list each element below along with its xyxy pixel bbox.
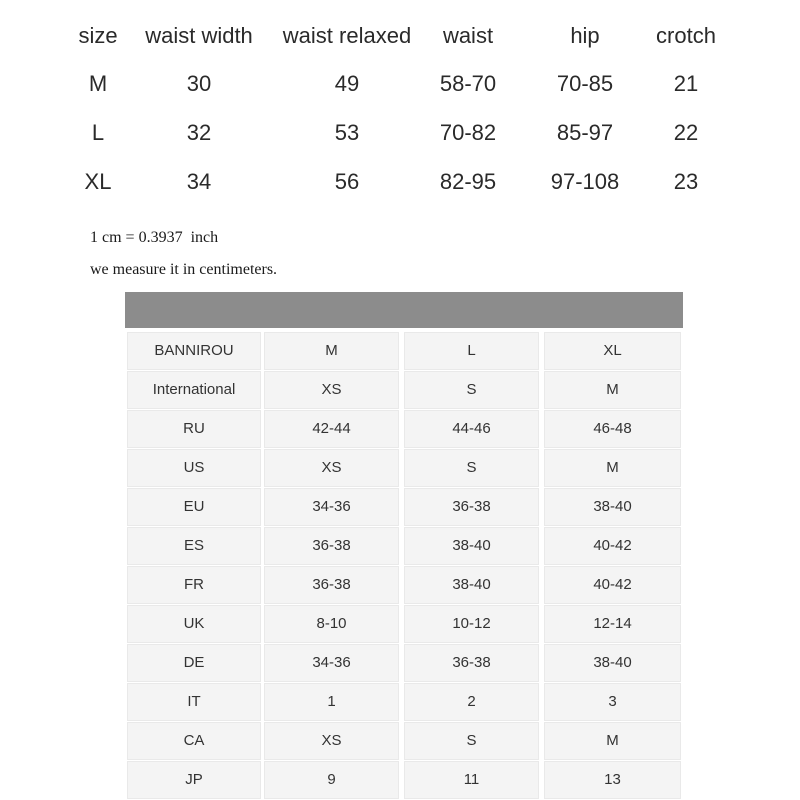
row-label: International [127, 371, 261, 409]
table-row [125, 332, 683, 370]
header-cell: crotch [656, 23, 716, 48]
table-cell: S [404, 722, 539, 760]
table-row [125, 488, 683, 526]
table-cell: 42-44 [264, 410, 399, 448]
table-cell: 11 [404, 761, 539, 799]
table-cell: 44-46 [404, 410, 539, 448]
table-cell: 40-42 [544, 527, 681, 565]
table-cell: 10-12 [404, 605, 539, 643]
table-cell: 32 [186, 120, 212, 145]
table-cell: 21 [673, 71, 699, 96]
table-cell: 2 [404, 683, 539, 721]
table-cell: 49 [334, 71, 360, 96]
table-cell: M [544, 722, 681, 760]
table-cell: 34-36 [264, 644, 399, 682]
table-cell: XL [84, 169, 112, 194]
table-cell: 82-95 [439, 169, 497, 194]
header-cell: hip [570, 23, 600, 48]
table-row [125, 683, 683, 721]
row-label: US [127, 449, 261, 487]
conversion-note: 1 cm = 0.3937 inch [90, 229, 219, 246]
table-cell: 85-97 [556, 120, 614, 145]
row-label: EU [127, 488, 261, 526]
row-label: BANNIROU [127, 332, 261, 370]
table-row [125, 761, 683, 799]
table-cell: 36-38 [404, 488, 539, 526]
size-conversion-table [125, 292, 683, 800]
table-cell: M [88, 71, 108, 96]
table-cell: 9 [264, 761, 399, 799]
table-row [125, 566, 683, 604]
row-label: CA [127, 722, 261, 760]
row-label: FR [127, 566, 261, 604]
table-row [125, 722, 683, 760]
table-cell: 12-14 [544, 605, 681, 643]
table-cell: 53 [334, 120, 360, 145]
table-row [125, 605, 683, 643]
table-cell: S [404, 449, 539, 487]
table-cell: 58-70 [439, 71, 497, 96]
row-label: RU [127, 410, 261, 448]
table-row [125, 527, 683, 565]
table-row [0, 162, 800, 202]
row-label: ES [127, 527, 261, 565]
header-cell: waist [442, 23, 494, 48]
table-row [125, 449, 683, 487]
table-cell: XS [264, 722, 399, 760]
header-cell: waist width [145, 23, 253, 48]
table-cell: XS [264, 371, 399, 409]
table-cell: L [91, 120, 105, 145]
table-cell: M [264, 332, 399, 370]
table-row [0, 113, 800, 153]
table-cell: M [544, 371, 681, 409]
table-cell: 36-38 [264, 527, 399, 565]
table-cell: 46-48 [544, 410, 681, 448]
table-row [0, 64, 800, 104]
row-label: IT [127, 683, 261, 721]
table-cell: 3 [544, 683, 681, 721]
table-cell: 1 [264, 683, 399, 721]
table-row [125, 644, 683, 682]
table-cell: 38-40 [404, 566, 539, 604]
row-label: DE [127, 644, 261, 682]
table-cell: 40-42 [544, 566, 681, 604]
table-cell: 97-108 [550, 169, 620, 194]
table-cell: 22 [673, 120, 699, 145]
unit-note: we measure it in centimeters. [90, 261, 278, 278]
table-cell: 34-36 [264, 488, 399, 526]
table-cell: M [544, 449, 681, 487]
table-row [125, 371, 683, 409]
table-cell: 38-40 [544, 644, 681, 682]
table-cell: 38-40 [544, 488, 681, 526]
header-cell: size [78, 23, 118, 48]
table-row [125, 410, 683, 448]
table-cell: 38-40 [404, 527, 539, 565]
table-cell: 56 [334, 169, 360, 194]
table-cell: 13 [544, 761, 681, 799]
table-cell: 36-38 [404, 644, 539, 682]
table-cell: XL [544, 332, 681, 370]
table-cell: 70-85 [556, 71, 614, 96]
size-table-header [0, 16, 800, 56]
table-cell: 8-10 [264, 605, 399, 643]
row-label: UK [127, 605, 261, 643]
row-label: JP [127, 761, 261, 799]
table-cell: 70-82 [439, 120, 497, 145]
table-cell: 23 [673, 169, 699, 194]
table-cell: 30 [186, 71, 212, 96]
header-cell: waist relaxed [282, 23, 412, 48]
table-cell: S [404, 371, 539, 409]
table-cell: XS [264, 449, 399, 487]
conversion-table-header-bar [125, 292, 683, 328]
table-cell: 34 [186, 169, 212, 194]
table-cell: L [404, 332, 539, 370]
table-cell: 36-38 [264, 566, 399, 604]
